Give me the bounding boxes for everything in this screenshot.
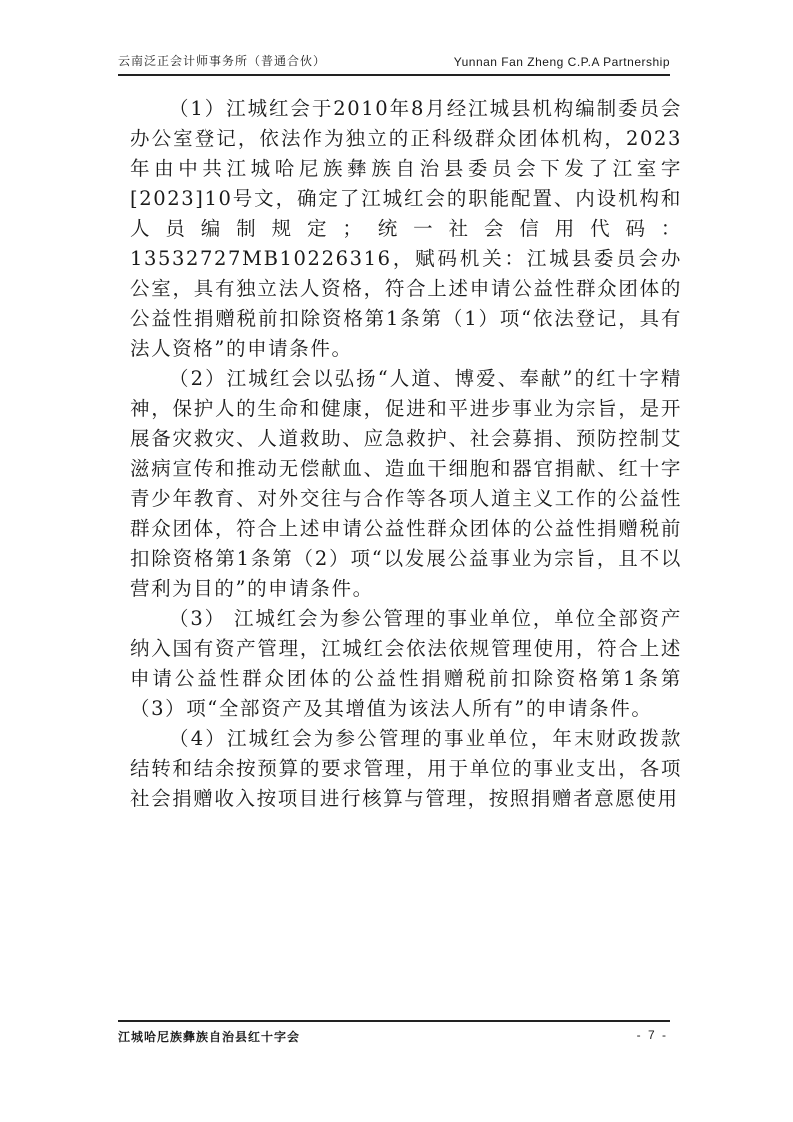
paragraph-1: （1）江城红会于2010年8月经江城县机构编制委员会办公室登记，依法作为独立的正科级群众团体机构，2023年由中共江城哈尼族彝族自治县委员会下发了江室字[2023]10号文，确定了江城红会的职能配置、内设机构和人员编制规定；统一社会信用代码：13532727MB10226316，赋码机关：江城县委员会办公室，具有独立法人资格，符合上述申请公益性群众团体的公益性捐赠税前扣除资格第1条第（1）项“依法登记，具有法人资格”的申请条件。 bbox=[130, 97, 682, 360]
paragraph-3: （3） 江城红会为参公管理的事业单位，单位全部资产纳入国有资产管理，江城红会依法依规管理使用，符合上述申请公益性群众团体的公益性捐赠税前扣除资格第1条第（3）项“全部资产及其增值为该法人所有”的申请条件。 bbox=[130, 607, 682, 720]
page-header bbox=[118, 44, 670, 76]
page-footer bbox=[118, 1020, 670, 1052]
footer-organization: 江城哈尼族彝族自治县红十字会 bbox=[118, 1030, 301, 1044]
header-firm-name-cn: 云南泛正会计师事务所（普通合伙） bbox=[118, 54, 327, 68]
paragraph-4: （4）江城红会为参公管理的事业单位，年末财政拨款结转和结余按预算的要求管理，用于单位的事业支出，各项社会捐赠收入按项目进行核算与管理，按照捐赠者意愿使用 bbox=[130, 727, 682, 810]
document-body bbox=[130, 94, 682, 814]
header-firm-name-en: Yunnan Fan Zheng C.P.A Partnership bbox=[453, 55, 670, 69]
page-number: - 7 - bbox=[636, 1028, 668, 1042]
paragraph-2: （2）江城红会以弘扬“人道、博爱、奉献”的红十字精神，保护人的生命和健康，促进和平进步事业为宗旨，是开展备灾救灾、人道救助、应急救护、社会募捐、预防控制艾滋病宣传和推动无偿献血、造血干细胞和器官捐献、红十字青少年教育、对外交往与合作等各项人道主义工作的公益性群众团体，符合上述申请公益性群众团体的公益性捐赠税前扣除资格第1条第（2）项“以发展公益事业为宗旨，且不以营利为目的”的申请条件。 bbox=[130, 367, 682, 600]
